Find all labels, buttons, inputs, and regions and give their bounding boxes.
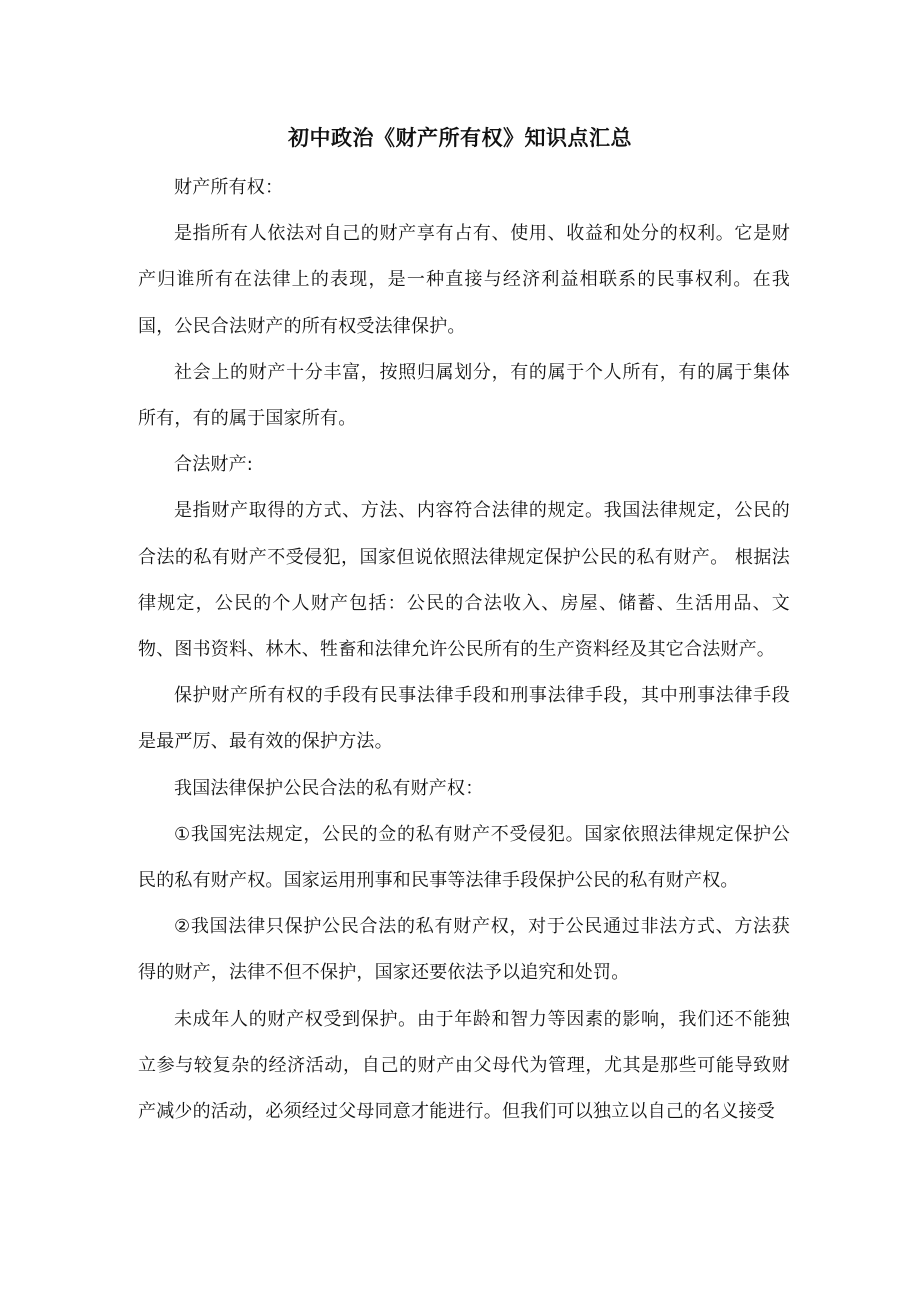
paragraph-point-2: ②我国法律只保护公民合法的私有财产权，对于公民通过非法方式、方法获得的财产，法律不但不保护，国家还要依法予以追究和处罚。 [138,916,790,984]
paragraph-point-1: ①我国宪法规定，公民的佥的私有财产不受侵犯。国家依照法律规定保护公民的私有财产权。国家运用刑事和民事等法律手段保护公民的私有财产权。 [138,823,790,892]
paragraph-property-classification: 社会上的财产十分丰富，按照归属划分，有的属于个人所有，有的属于集体所有，有的属于国家所有。 [138,361,790,430]
paragraph-heading-legal-protection: 我国法律保护公民合法的私有财产权： [174,777,484,799]
document-body [138,165,790,1135]
paragraph-heading-legal-property: 合法财产: [174,454,254,476]
paragraph-definition-legal-property: 是指财产取得的方式、方法、内容符合法律的规定。我国法律规定，公民的合法的私有财产不受侵犯，国家但说依照法律规定保护公民的私有财产。 根据法律规定，公民的个人财产包括：公民的合法收入、房屋、储蓄、生活用品、文物、图书资料、林木、牲畜和法律允许公民所有的生产资料经及其它合法财产。 [138,500,790,661]
paragraph-heading-property-ownership: 财产所有权： [174,177,284,198]
document-title: 初中政治《财产所有权》知识点汇总 [288,126,632,150]
paragraph-protection-means: 保护财产所有权的手段有民事法律手段和刑事法律手段，其中刑事法律手段是最严厉、最有效的保护方法。 [138,685,790,753]
paragraph-definition-property-ownership: 是指所有人依法对自己的财产享有占有、使用、收益和处分的权利。它是财产归谁所有在法律上的表现，是一种直接与经济利益相联系的民事权利。在我国，公民合法财产的所有权受法律保护。 [138,223,790,337]
paragraph-minor-property-rights: 未成年人的财产权受到保护。由于年龄和智力等因素的影响，我们还不能独立参与较复杂的经济活动，自己的财产由父母代为管理，尤其是那些可能导致财产减少的活动，必须经过父母同意才能进行。但我们可以独立以自己的名义接受 [138,1008,790,1123]
